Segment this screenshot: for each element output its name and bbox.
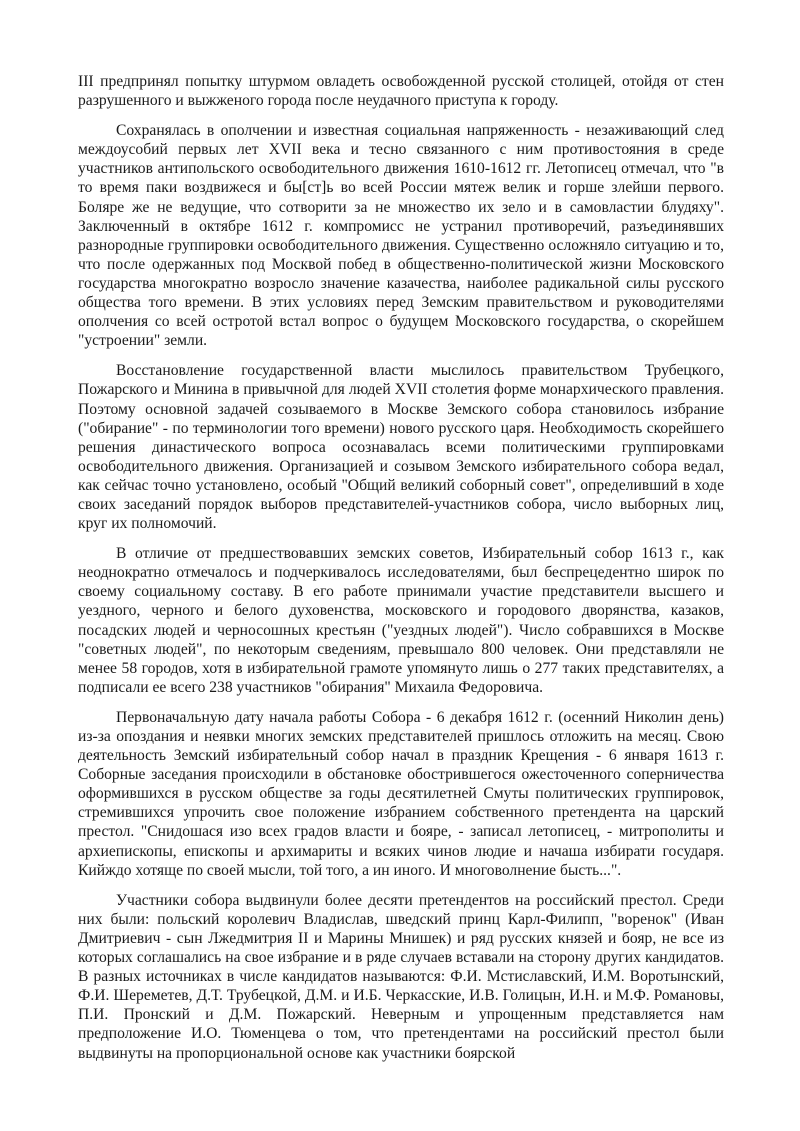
paragraph-3: Восстановление государственной власти мыслилось правительством Трубецкого, Пожарского и Минина в привычной для людей XVII столетия форме монархического правления. Поэтому основной задачей созываемого в Москве Земского собора становилось избрание ("обирание" - по терминологии того времени) нового русского царя. Необходимость скорейшего решения династического вопроса осознавалась всеми политическими группировками освободительного движения. Организацией и созывом Земского избирательного собора ведал, как сейчас точно установлено, особый "Общий великий соборный совет", определивший в ходе своих заседаний порядок выборов представителей-участников собора, число выборных лиц, круг их полномочий. bbox=[78, 362, 724, 533]
paragraph-5: Первоначальную дату начала работы Собора - 6 декабря 1612 г. (осенний Николин день) из-за опоздания и неявки многих земских представителей пришлось отложить на месяц. Свою деятельность Земский избирательный собор начал в праздник Крещения - 6 января 1613 г. Соборные заседания происходили в обстановке обострившегося ожесточенного соперничества оформившихся в русском обществе за годы десятилетней Смуты политических группировок, стремившихся упрочить свое положение избранием собственного претендента на царский престол. "Снидошася изо всех градов власти и бояре, - записал летописец, - митрополиты и архиепископы, епископы и архимариты и всяких чинов людие и начаша избирати государя. Кийждо хотяще по своей мысли, той того, а ин иного. И многоволнение бысть...". bbox=[78, 708, 724, 879]
paragraph-1: III предпринял попытку штурмом овладеть освобожденной русской столицей, отойдя от стен разрушенного и выжженого города после неудачного приступа к городу. bbox=[78, 73, 724, 110]
paragraph-2: Сохранялась в ополчении и известная социальная напряженность - незаживающий след междоусобий первых лет XVII века и тесно связанного с ним противостояния в среде участников антипольского освободительного движения 1610-1612 гг. Летописец отмечал, что "в то время паки воздвижеся и бы[ст]ь во всей России мятеж велик и горше злейши первого. Боляре же не ведущие, что сотворити за не множество их зело и в самовластии блудяху". Заключенный в октябре 1612 г. компромисс не устранил противоречий, разъединявших разнородные группировки освободительного движения. Существенно осложняло ситуацию и то, что после одержанных под Москвой побед в общественно-политической жизни Московского государства многократно возросло значение казачества, наиболее радикальной силы русского общества того времени. В этих условиях перед Земским правительством и руководителями ополчения со всей остротой встал вопрос о будущем Московского государства, о скорейшем "устроении" земли. bbox=[78, 122, 724, 350]
paragraph-4: В отличие от предшествовавших земских советов, Избирательный собор 1613 г., как неоднократно отмечалось и подчеркивалось исследователями, был беспрецедентно широк по своему социальному составу. В его работе принимали участие представители высшего и уездного, черного и белого духовенства, московского и городового дворянства, казаков, посадских людей и черносошных крестьян ("уездных людей"). Число собравшихся в Москве "советных людей", по некоторым сведениям, превышало 800 человек. Они представляли не менее 58 городов, хотя в избирательной грамоте упомянуто лишь о 277 таких представителях, а подписали ее всего 238 участников "обирания" Михаила Федоровича. bbox=[78, 545, 724, 696]
document-page bbox=[78, 72, 724, 1074]
paragraph-6: Участники собора выдвинули более десяти претендентов на российский престол. Среди них были: польский королевич Владислав, шведский принц Карл-Филипп, "воренок" (Иван Дмитриевич - сын Лжедмитрия II и Марины Мнишек) и ряд русских князей и бояр, не все из которых соглашались на свое избрание и в ряде случаев вставали на сторону других кандидатов. В разных источниках в числе кандидатов называются: Ф.И. Мстиславский, И.М. Воротынский, Ф.И. Шереметев, Д.Т. Трубецкой, Д.М. и И.Б. Черкасские, И.В. Голицын, И.Н. и М.Ф. Романовы, П.И. Пронский и Д.М. Пожарский. Неверным и упрощенным представляется нам предположение И.О. Тюменцева о том, что претендентами на российский престол были выдвинуты на пропорциональной основе как участники боярской bbox=[78, 891, 724, 1062]
